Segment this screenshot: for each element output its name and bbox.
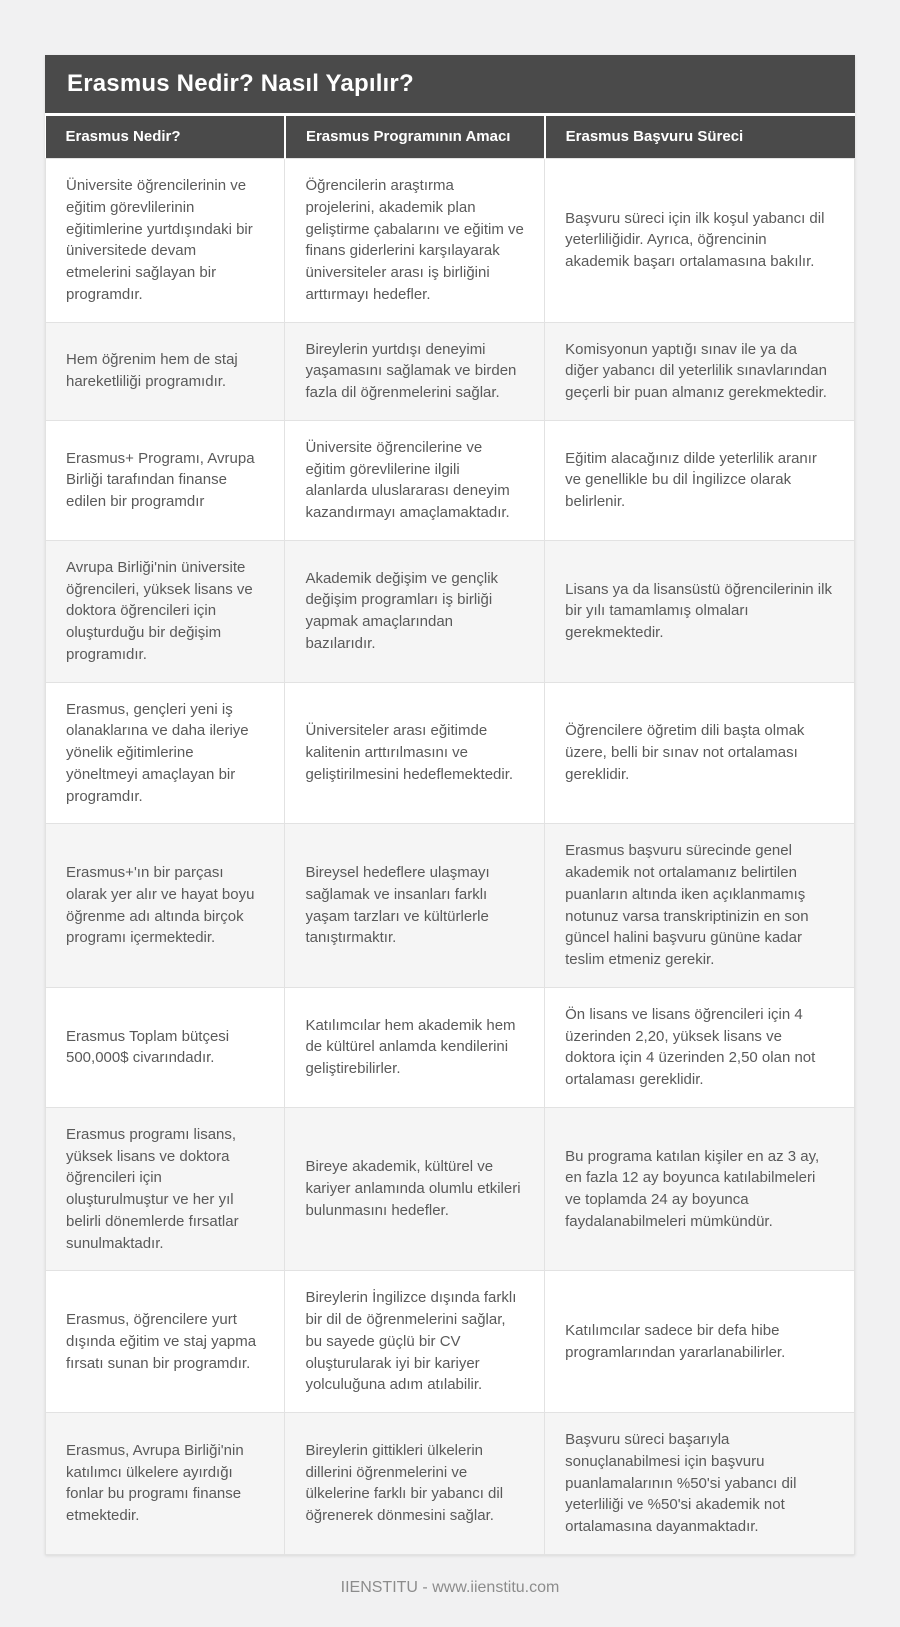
erasmus-info-card (45, 55, 855, 1555)
column-header-program-amaci: Erasmus Programının Amacı (285, 116, 545, 159)
table-row (46, 1107, 855, 1271)
table-cell: Erasmus Toplam bütçesi 500,000$ civarındadır. (46, 987, 285, 1107)
table-cell: Üniversiteler arası eğitimde kalitenin arttırılmasını ve geliştirilmesini hedeflemektedir. (285, 682, 545, 824)
column-header-basvuru-sureci: Erasmus Başvuru Süreci (545, 116, 855, 159)
table-row (46, 824, 855, 988)
table-cell: Üniversite öğrencilerine ve eğitim görevlilerine ilgili alanlarda uluslararası deneyim kazandırmayı amaçlamaktadır. (285, 420, 545, 540)
table-row (46, 682, 855, 824)
table-cell: Bireysel hedeflere ulaşmayı sağlamak ve insanları farklı yaşam tarzları ve kültürlerle tanıştırmaktır. (285, 824, 545, 988)
table-cell: Akademik değişim ve gençlik değişim programları iş birliği yapmak amaçlarından bazılarıdır. (285, 540, 545, 682)
table-cell: Eğitim alacağınız dilde yeterlilik aranır ve genellikle bu dil İngilizce olarak belirlenir. (545, 420, 855, 540)
table-row (46, 987, 855, 1107)
table-cell: Hem öğrenim hem de staj hareketliliği programıdır. (46, 322, 285, 420)
table-cell: Üniversite öğrencilerinin ve eğitim görevlilerinin eğitimlerine yurtdışındaki bir üniversitede devam etmelerini sağlayan bir programdır. (46, 159, 285, 323)
footer-credit: IIENSTITU - www.iienstitu.com (340, 1578, 560, 1596)
table-cell: Erasmus, Avrupa Birliği'nin katılımcı ülkelere ayırdığı fonlar bu programı finanse etmektedir. (46, 1413, 285, 1555)
column-header-erasmus-nedir: Erasmus Nedir? (46, 116, 285, 159)
table-row (46, 540, 855, 682)
table-cell: Öğrencilerin araştırma projelerini, akademik plan geliştirme çabalarını ve eğitim ve finans giderlerini karşılayarak üniversiteler arası iş birliğini arttırmayı hedefler. (285, 159, 545, 323)
table-cell: Başvuru süreci başarıyla sonuçlanabilmesi için başvuru puanlamalarının %50'si yabancı dil yeterliliği ve %50'si akademik not ortalamasına dayanmaktadır. (545, 1413, 855, 1555)
table-cell: Öğrencilere öğretim dili başta olmak üzere, belli bir sınav not ortalaması gereklidir. (545, 682, 855, 824)
erasmus-table (45, 116, 855, 1555)
table-cell: Erasmus başvuru sürecinde genel akademik not ortalamanız belirtilen puanların altında iken açıklanmamış notunuz varsa transkriptinizin en son güncel halini başvuru gününe kadar teslim etmeniz gerekir. (545, 824, 855, 988)
title-bar (45, 55, 855, 116)
table-cell: Avrupa Birliği'nin üniversite öğrencileri, yüksek lisans ve doktora öğrencileri için oluşturduğu bir değişim programıdır. (46, 540, 285, 682)
table-cell: Ön lisans ve lisans öğrencileri için 4 üzerinden 2,20, yüksek lisans ve doktora için 4 üzerinden 2,50 olan not ortalaması gereklidir. (545, 987, 855, 1107)
table-cell: Komisyonun yaptığı sınav ile ya da diğer yabancı dil yeterlilik sınavlarından geçerli bir puan almanız gerekmektedir. (545, 322, 855, 420)
table-cell: Erasmus, gençleri yeni iş olanaklarına ve daha ileriye yönelik eğitimlerine yöneltmeyi amaçlayan bir programdır. (46, 682, 285, 824)
page-title: Erasmus Nedir? Nasıl Yapılır? (67, 70, 414, 97)
table-cell: Bireylerin İngilizce dışında farklı bir dil de öğrenmelerini sağlar, bu sayede güçlü bir CV oluşturularak iyi bir kariyer yolculuğuna adım atılabilir. (285, 1271, 545, 1413)
table-cell: Erasmus+'ın bir parçası olarak yer alır ve hayat boyu öğrenme adı altında birçok programı içermektedir. (46, 824, 285, 988)
table-row (46, 159, 855, 323)
table-cell: Erasmus, öğrencilere yurt dışında eğitim ve staj yapma fırsatı sunan bir programdır. (46, 1271, 285, 1413)
table-cell: Bireye akademik, kültürel ve kariyer anlamında olumlu etkileri bulunmasını hedefler. (285, 1107, 545, 1271)
table-row (46, 420, 855, 540)
table-cell: Lisans ya da lisansüstü öğrencilerinin ilk bir yılı tamamlamış olmaları gerekmektedir. (545, 540, 855, 682)
table-cell: Katılımcılar sadece bir defa hibe programlarından yararlanabilirler. (545, 1271, 855, 1413)
table-cell: Bu programa katılan kişiler en az 3 ay, en fazla 12 ay boyunca katılabilmeleri ve toplamda 24 ay boyunca faydalanabilmeleri mümkündür. (545, 1107, 855, 1271)
table-row (46, 1413, 855, 1555)
table-cell: Bireylerin yurtdışı deneyimi yaşamasını sağlamak ve birden fazla dil öğrenmelerini sağlar. (285, 322, 545, 420)
table-cell: Başvuru süreci için ilk koşul yabancı dil yeterliliğidir. Ayrıca, öğrencinin akademik başarı ortalamasına bakılır. (545, 159, 855, 323)
table-row (46, 1271, 855, 1413)
table-cell: Katılımcılar hem akademik hem de kültürel anlamda kendilerini geliştirebilirler. (285, 987, 545, 1107)
table-row (46, 322, 855, 420)
table-cell: Erasmus+ Programı, Avrupa Birliği tarafından finanse edilen bir programdır (46, 420, 285, 540)
table-cell: Bireylerin gittikleri ülkelerin dillerini öğrenmelerini ve ülkelerine farklı bir yabancı dil öğrenerek dönmesini sağlar. (285, 1413, 545, 1555)
table-cell: Erasmus programı lisans, yüksek lisans ve doktora öğrencileri için oluşturulmuştur ve her yıl belirli dönemlerde fırsatlar sunulmaktadır. (46, 1107, 285, 1271)
table-header-row (46, 116, 855, 159)
table-body (46, 159, 855, 1555)
